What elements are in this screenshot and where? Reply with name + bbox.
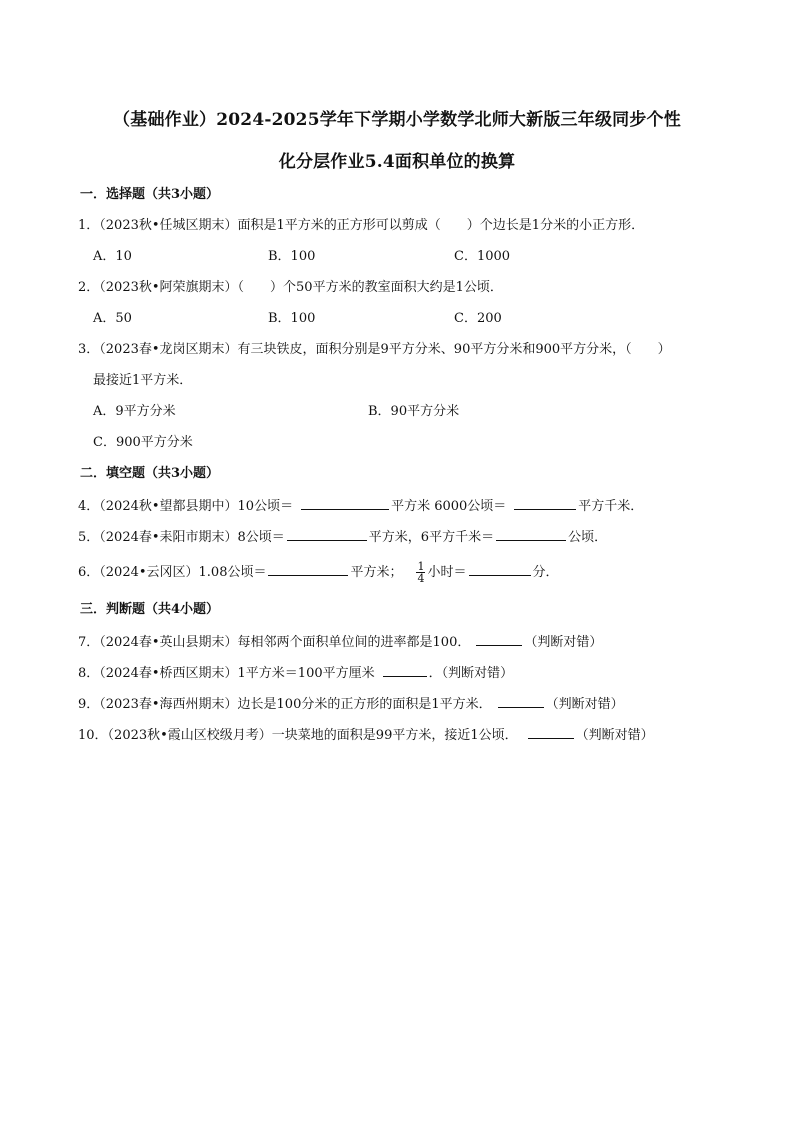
question-3-text-cont: 最接近1平方米． bbox=[93, 373, 193, 388]
fraction-denominator: 4 bbox=[417, 572, 425, 585]
answer-blank[interactable] bbox=[498, 695, 544, 708]
question-9 bbox=[78, 695, 624, 714]
answer-blank[interactable] bbox=[476, 633, 522, 646]
question-4-part2: 平方米 6000公顷＝ bbox=[391, 499, 507, 514]
answer-blank[interactable] bbox=[268, 563, 348, 576]
question-8-part2: ．（判断对错） bbox=[428, 666, 514, 681]
question-4-part1: 4．（2024秋•望都县期中）10公顷＝ bbox=[78, 499, 294, 514]
section-choice-heading: 一．选择题（共3小题） bbox=[80, 187, 220, 202]
answer-blank[interactable] bbox=[528, 726, 574, 739]
question-2-option-a: A．50 bbox=[93, 311, 132, 326]
answer-blank[interactable] bbox=[383, 664, 427, 677]
question-7-part2: （判断对错） bbox=[524, 635, 603, 650]
question-4 bbox=[78, 497, 643, 516]
question-6-part1: 6．（2024•云冈区）1.08公顷＝ bbox=[78, 565, 267, 580]
answer-blank[interactable] bbox=[514, 497, 576, 510]
question-3-option-c: C．900平方分米 bbox=[93, 435, 193, 450]
question-10-part1: 10．（2023秋•霞山区校级月考）一块菜地的面积是99平方米，接近1公顷． bbox=[78, 728, 518, 743]
question-6-part2: 平方米； bbox=[350, 565, 403, 580]
question-1-option-c: C．1000 bbox=[454, 249, 511, 264]
question-7 bbox=[78, 633, 602, 652]
question-3-option-b: B．90平方分米 bbox=[368, 404, 460, 419]
question-5-part1: 5．（2024春•耒阳市期末）8公顷＝ bbox=[78, 530, 285, 545]
question-2-text: 2．（2023秋•阿荣旗期末）（ ）个50平方米的教室面积大约是1公顷． bbox=[78, 280, 503, 295]
question-6 bbox=[78, 561, 559, 584]
question-10-part2: （判断对错） bbox=[575, 728, 654, 743]
question-9-part1: 9．（2023春•海西州期末）边长是100分米的正方形的面积是1平方米． bbox=[78, 697, 492, 712]
question-6-part4: 分． bbox=[532, 565, 559, 580]
question-9-part2: （判断对错） bbox=[545, 697, 624, 712]
question-1-option-a: A．10 bbox=[93, 249, 132, 264]
answer-blank[interactable] bbox=[301, 497, 389, 510]
title-line-2: 化分层作业5.4面积单位的换算 bbox=[278, 152, 516, 172]
question-2-option-b: B．100 bbox=[268, 311, 316, 326]
section-fill-heading: 二．填空题（共3小题） bbox=[80, 466, 220, 481]
fraction-numerator: 1 bbox=[417, 560, 425, 573]
question-8 bbox=[78, 664, 513, 683]
question-8-part1: 8．（2024春•桥西区期末）1平方米＝100平方厘米 bbox=[78, 666, 375, 681]
question-3-text: 3．（2023春•龙岗区期末）有三块铁皮，面积分别是9平方分米、90平方分米和900平方分米，（ ） bbox=[78, 342, 671, 357]
question-5 bbox=[78, 528, 607, 547]
title-line-1: （基础作业）2024-2025学年下学期小学数学北师大新版三年级同步个性 bbox=[113, 110, 681, 130]
question-5-part3: 公顷． bbox=[568, 530, 608, 545]
section-judge-heading: 三．判断题（共4小题） bbox=[80, 602, 220, 617]
fraction bbox=[416, 561, 425, 584]
question-10 bbox=[78, 726, 654, 745]
question-1-text: 1．（2023秋•任城区期末）面积是1平方米的正方形可以剪成（ ）个边长是1分米的小正方形． bbox=[78, 218, 645, 233]
answer-blank[interactable] bbox=[287, 528, 367, 541]
question-1-option-b: B．100 bbox=[268, 249, 316, 264]
question-7-part1: 7．（2024春•英山县期末）每相邻两个面积单位间的进率都是100． bbox=[78, 635, 471, 650]
question-6-part3: 小时＝ bbox=[427, 565, 467, 580]
answer-blank[interactable] bbox=[469, 563, 531, 576]
question-2-option-c: C．200 bbox=[454, 311, 502, 326]
question-4-part3: 平方千米． bbox=[578, 499, 644, 514]
answer-blank[interactable] bbox=[496, 528, 566, 541]
question-3-option-a: A．9平方分米 bbox=[93, 404, 176, 419]
question-5-part2: 平方米，6平方千米＝ bbox=[368, 530, 495, 545]
